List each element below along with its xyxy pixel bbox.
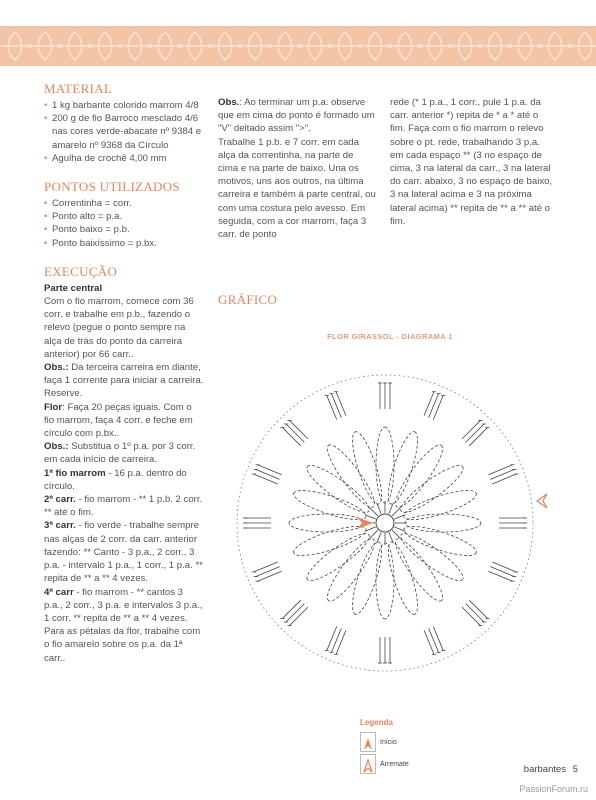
bullet-icon: •: [44, 224, 48, 236]
column-2-text: Trabalhe 1 p.b. e 7 corr. em cada alça da correntinha, na parte de cima e na parte de baixo. Una os motivos, uns aos outros, na última carreira e também à parte central, ou com uma costura pelo avesso. Em seguida, com a cor marrom, faça 3 carr. de ponto: [218, 136, 376, 241]
row2-label: 2ª carr.: [44, 494, 76, 506]
column-1: MATERIAL • 1 kg barbante colorido marrom 4/8 • 200 g de fio Barroco mesclado 4/6 nas cores verde-abacate nº 9384 e amarelo nº 9368 da Círculo • Agulha de crochê 4,00 mm PONTOS UTILIZADOS • Correntinha = corr. • Ponto alto = p.a. • Ponto baixo = p.b. • Ponto baixíssimo = p.bx. EXECUÇÃO Parte central Com o fio marrom, comece com 36 corr. e trabalhe em p.b., fazendo o relevo (pegue o ponto sempre na alça de trás do ponto da carreira anterior) por 66 carr.. Obs.: Da terceira carreira em diante, faça 1 corrente para iniciar a carreira. Reserve. Flor: Faça 20 peças iguais. Com o fio marrom, faça 4 corr. e feche em círculo com p.bx.. Obs.: Substitua o 1º p.a. por 3 corr. em cada início de carreira. 1ª fio marrom - 16 p.a. dentro do círculo. 2ª carr. - fio marrom - ** 1 p.b. 2 corr. ** até o fim. 3ª carr. - fio verde - trabalhe sempre nas alças de 2 corr. da carr. anterior fazendo: ** Canto - 3 p.a., 2 corr., 3 p.a. - intervalo 1 p.a., 1 corr., 1 p.a. ** repita de ** a ** 4 vezes. 4ª carr - fio marrom - ** cantos 3 p.a., 2 corr., 3 p.a. e intervalos 3 p.a., 1 corr. ** repita de ** a ** 4 vezes. Para as pétalas da flor, trabalhe com o fio amarelo sobre os p.a. da 1ª carr..: [44, 81, 204, 664]
page-footer: [524, 764, 578, 775]
finish-marker-icon: [537, 494, 547, 508]
list-item: • Ponto baixo = p.b.: [44, 224, 130, 236]
column-3-text: rede (* 1 p.a., 1 corr., pule 1 p.a. da carr. anterior *) repita de * a * até o fim. Faça com o fio marrom o relevo sobre o pt. rede, trabalhando 3 p.a. em cada espaço ** (3 no espaço de cima, 3 na lateral da carr., 3 na lateral do carr. abaixo, 3 no espaço de baixo, 3 na lateral acima e 3 na próxima lateral acima) ** repita de ** a ** até o fim.: [390, 97, 553, 227]
start-marker-icon: [357, 517, 373, 529]
flor-label: Flor: [44, 401, 63, 413]
list-item: • 1 kg barbante colorido marrom 4/8: [44, 100, 199, 111]
page-number: 5: [572, 764, 578, 775]
bullet-icon: •: [44, 100, 48, 111]
ornament-pattern: [0, 26, 596, 66]
row4-label: 4ª carr: [44, 586, 74, 598]
list-item: • 200 g de fio Barroco mesclado 4/6 nas cores verde-abacate nº 9384 e amarelo nº 9368 da Círculo: [44, 113, 202, 151]
parte-central-label: Parte central: [44, 282, 103, 294]
crochet-diagram: [222, 345, 562, 695]
diagram-title: FLOR GIRASSOL - DIAGRAMA 1: [327, 332, 453, 341]
magazine-name: barbantes: [523, 764, 567, 775]
row1-label: 1ª fio marrom: [44, 467, 106, 479]
legend-title: Legenda: [360, 718, 393, 727]
bullet-icon: •: [44, 211, 48, 223]
grafico-heading: GRÁFICO: [218, 292, 278, 307]
material-heading: MATERIAL: [44, 81, 113, 96]
material-list: [44, 99, 204, 165]
execucao-heading: EXECUÇÃO: [44, 263, 118, 279]
pontos-heading: PONTOS UTILIZADOS: [44, 179, 180, 195]
obs2-label: Obs.:: [44, 441, 69, 453]
legend: [360, 718, 409, 775]
row3-label: 3ª carr.: [44, 520, 76, 532]
obs1-label: Obs.:: [44, 362, 69, 374]
bullet-icon: •: [44, 237, 48, 249]
final-text: Para as pétalas da flor, trabalhe com o fio amarelo sobre os p.a. da 1ª carr..: [44, 626, 201, 664]
bullet-icon: •: [44, 152, 48, 164]
obs-label: Obs.: [218, 97, 240, 108]
legend-item: Arremate: [360, 753, 409, 775]
watermark: PassionForum.ru: [519, 784, 588, 794]
list-item: • Correntinha = corr.: [44, 198, 132, 210]
bullet-icon: •: [44, 198, 48, 210]
pontos-list: [44, 197, 204, 250]
list-item: • Ponto baixíssimo = p.bx.: [44, 237, 157, 249]
parte-central-text: Com o fio marrom, comece com 36 corr. e trabalhe em p.b., fazendo o relevo (pegue o ponto sempre na alça de trás do ponto da carreira anterior) por 66 carr..: [44, 296, 194, 360]
finish-marker-icon: [360, 754, 376, 774]
column-3: [390, 96, 554, 228]
legend-item: Início: [360, 731, 409, 753]
bullet-icon: •: [44, 113, 48, 125]
decorative-header-band: [0, 26, 596, 66]
start-marker-icon: [360, 732, 376, 752]
list-item: • Agulha de crochê 4,00 mm: [44, 152, 167, 164]
list-item: • Ponto alto = p.a.: [44, 211, 123, 223]
column-2: Obs.: Ao terminar um p.a. observe que em cima do ponto é formado um "V" deitado assim ">". Trabalhe 1 p.b. e 7 corr. em cada alça da correntinha, na parte de cima e na parte de baixo. Una os motivos, uns aos outros, na última carreira e também à parte central, ou com uma costura pelo avesso. Em seguida, com a cor marrom, faça 3 carr. de ponto: [218, 97, 376, 241]
